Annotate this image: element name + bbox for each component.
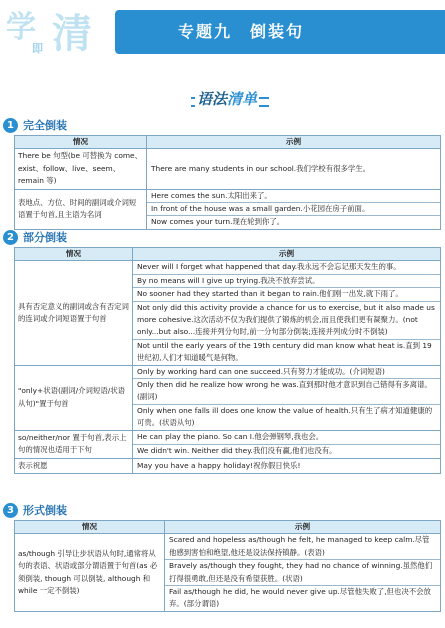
example-line: Now comes your turn.现在轮到你了。: [151, 217, 285, 227]
example-cell: [165, 534, 441, 611]
example-cell: [147, 149, 441, 189]
col-header-situation: 情况: [15, 248, 133, 261]
table-section-2: [14, 247, 441, 474]
section-number: 2: [3, 230, 18, 245]
situation-cell: 表示祝愿: [15, 458, 133, 473]
table-row: [15, 189, 441, 229]
col-header-situation: 情况: [15, 136, 147, 149]
section-header-3: [3, 502, 67, 518]
example-cell: [133, 458, 441, 473]
grammar-list-badge: [195, 88, 265, 112]
table-row: [15, 458, 441, 473]
table-section-1: [14, 135, 441, 230]
page-header: [0, 0, 445, 68]
section-number: 1: [3, 118, 18, 133]
col-header-situation: 情况: [15, 521, 165, 534]
section-number: 3: [3, 503, 18, 518]
section-title: 形式倒装: [23, 504, 67, 517]
example-line: In front of the house was a small garden.小花园在房子前面。: [147, 203, 440, 216]
table-row: [15, 365, 441, 430]
example-line: Not only did this activity provide a chance for us to exercise, but it also made us more cohesive.这次活动不仅为我们提供了锻炼的机会,而且使我们更有凝聚力。(not only...but also...连接并列分句时,前一分句部分倒装;连接并列成分时不倒装): [133, 302, 440, 340]
situation-cell: There be 句型(be 可替换为 come、exist、follow、live、seem、remain 等): [15, 149, 147, 189]
example-line: Never will I forget what happened that day.我永远不会忘记那天发生的事。: [133, 261, 440, 274]
situation-cell: as/though 引导让步状语从句时,通常将从句的表语、状语或部分谓语置于句首(as 必须倒装, though 可以倒装, although 和 while 一定不倒装): [15, 534, 165, 611]
example-cell: [133, 365, 441, 430]
page-title: 专题九 倒装句: [178, 22, 305, 41]
badge-part2: 清单: [227, 90, 258, 108]
example-line: Not until the early years of the 19th century did man know what heat is.直到 19 世纪初,人们才知道暖气是何物。: [137, 340, 432, 363]
example-line: There are many students in our school.我们学校有很多学生。: [151, 163, 371, 173]
example-cell: [133, 261, 441, 365]
situation-cell: 具有否定意义的副词或含有否定词的连词或介词短语置于句首: [15, 261, 133, 365]
section-header-1: [3, 117, 67, 133]
example-line: We didn't win. Neither did they.我们没有赢,他们也没有。: [137, 445, 337, 455]
badge-text: [195, 88, 259, 109]
example-line: Fail as/though he did, he would never give up.尽管他失败了,但也决不会放弃。(部分谓语): [169, 587, 431, 609]
example-line: No sooner had they started than it began to rain.他们刚一出发,就下雨了。: [133, 288, 440, 301]
situation-cell: so/neither/nor 置于句首,表示上句的情况也适用于下句: [15, 430, 133, 458]
col-header-example: 示例: [133, 248, 441, 261]
example-line: Bravely as/though they fought, they had no chance of winning.虽然他们打得很勇敢,但还是没有希望获胜。(状语): [165, 560, 440, 586]
brand-second: 清: [52, 10, 94, 57]
brand-small: 即: [32, 42, 45, 55]
section-header-2: [3, 229, 67, 245]
example-cell: [147, 189, 441, 229]
example-line: By no means will I give up trying.我决不放弃尝试。: [133, 275, 440, 288]
example-line: Only then did he realize how wrong he was.直到那时他才意识到自己错得有多离谱。(副词): [133, 379, 440, 405]
brand-main: 学: [6, 10, 38, 45]
section-title: 部分倒装: [23, 231, 67, 244]
table-row: [15, 430, 441, 458]
example-cell: [133, 430, 441, 458]
example-line: Scared and hopeless as/though he felt, he managed to keep calm.尽管他感到害怕和绝望,他还是设法保持镇静。(表语): [165, 534, 440, 560]
example-line: Only when one falls ill does one know the value of health.只有生了病才知道健康的可贵。(状语从句): [137, 405, 433, 428]
brand-logo: [6, 2, 94, 57]
badge-part1: 语法: [197, 90, 228, 108]
table-section-3: [14, 520, 441, 612]
col-header-example: 示例: [165, 521, 441, 534]
table-row: [15, 534, 441, 611]
col-header-example: 示例: [147, 136, 441, 149]
situation-cell: 表地点、方位、时间的副词或介词短语置于句首,且主语为名词: [15, 189, 147, 229]
example-line: Here comes the sun.太阳出来了。: [147, 190, 440, 203]
example-line: He can play the piano. So can I.他会弹钢琴,我也会。: [133, 431, 440, 444]
situation-cell: "only+状语(副词/介词短语/状语从句)"置于句首: [15, 365, 133, 430]
table-row: [15, 261, 441, 365]
example-line: Only by working hard can one succeed.只有努力才能成功。(介词短语): [133, 366, 440, 379]
example-line: May you have a happy holiday!祝你假日快乐!: [137, 460, 301, 470]
section-title: 完全倒装: [23, 119, 67, 132]
table-row: [15, 149, 441, 189]
